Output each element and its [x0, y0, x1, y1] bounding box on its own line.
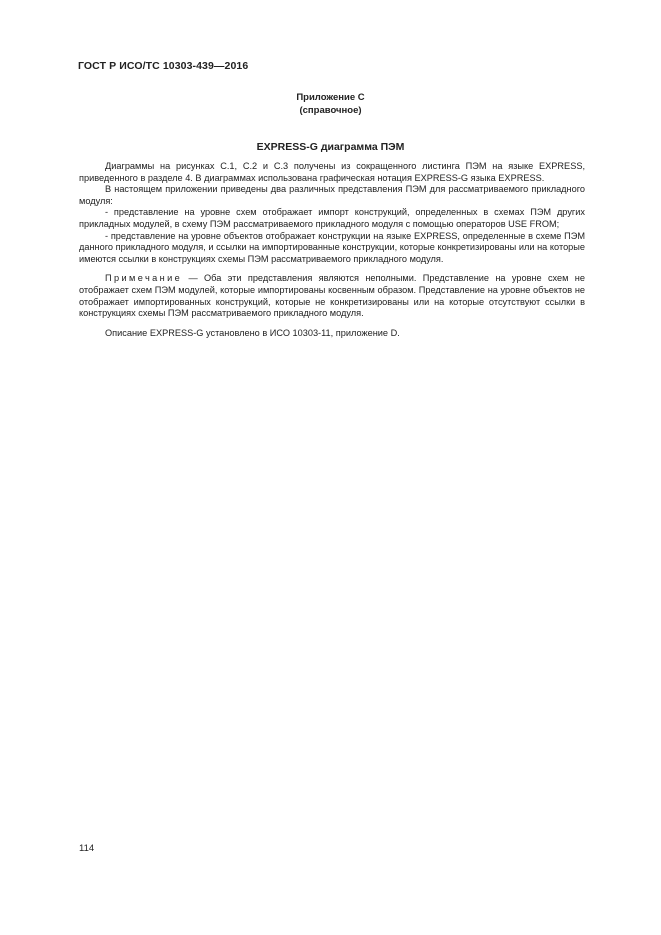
annex-type: (справочное)	[299, 104, 362, 116]
page-number: 114	[79, 843, 95, 854]
paragraph-express-g-reference: Описание EXPRESS-G установлено в ИСО 10303-11, приложение D.	[105, 327, 400, 338]
body-text	[79, 161, 585, 339]
paragraph-intro: Диаграммы на рисунках С.1, С.2 и С.3 получены из сокращенного листинга ПЭМ на языке EXPRESS, приведенного в разделе 4. В диаграммах использована графическая нотация EXPRESS-G языка EXPRESS.	[79, 161, 585, 183]
note-paragraph	[79, 273, 585, 319]
annex-title: EXPRESS-G диаграмма ПЭМ	[256, 141, 405, 153]
note-label: Примечание	[105, 273, 183, 284]
list-item-entity-level: - представление на уровне объектов отображает конструкции на языке EXPRESS, определенные в схеме ПЭМ данного прикладного модуля, и ссылки на импортированные конструкции, которые конкретизированы или на которые имеются ссылки в конструкциях схемы ПЭМ рассматриваемого прикладного модуля.	[79, 230, 585, 264]
list-item-schema-level: - представление на уровне схем отображает импорт конструкций, определенных в схемах ПЭМ других прикладных модулей, в схему ПЭМ рассматриваемого прикладного модуля с помощью операторов USE FROM;	[79, 207, 585, 229]
standard-code-header: ГОСТ Р ИСО/ТС 10303-439—2016	[78, 60, 249, 72]
annex-heading	[0, 92, 661, 117]
paragraph-representations: В настоящем приложении приведены два различных представления ПЭМ для рассматриваемого прикладного модуля:	[79, 184, 585, 206]
note-text: — Оба эти представления являются неполными. Представление на уровне схем не отображает схем ПЭМ модулей, которые импортированы косвенным образом. Представление на уровне объектов не отображает импортированных конструкций, которые не конкретизированы или на которые отсутствуют ссылки в конструкциях схемы ПЭМ рассматриваемого прикладного модуля.	[79, 273, 585, 319]
annex-label: Приложение С	[296, 92, 365, 103]
